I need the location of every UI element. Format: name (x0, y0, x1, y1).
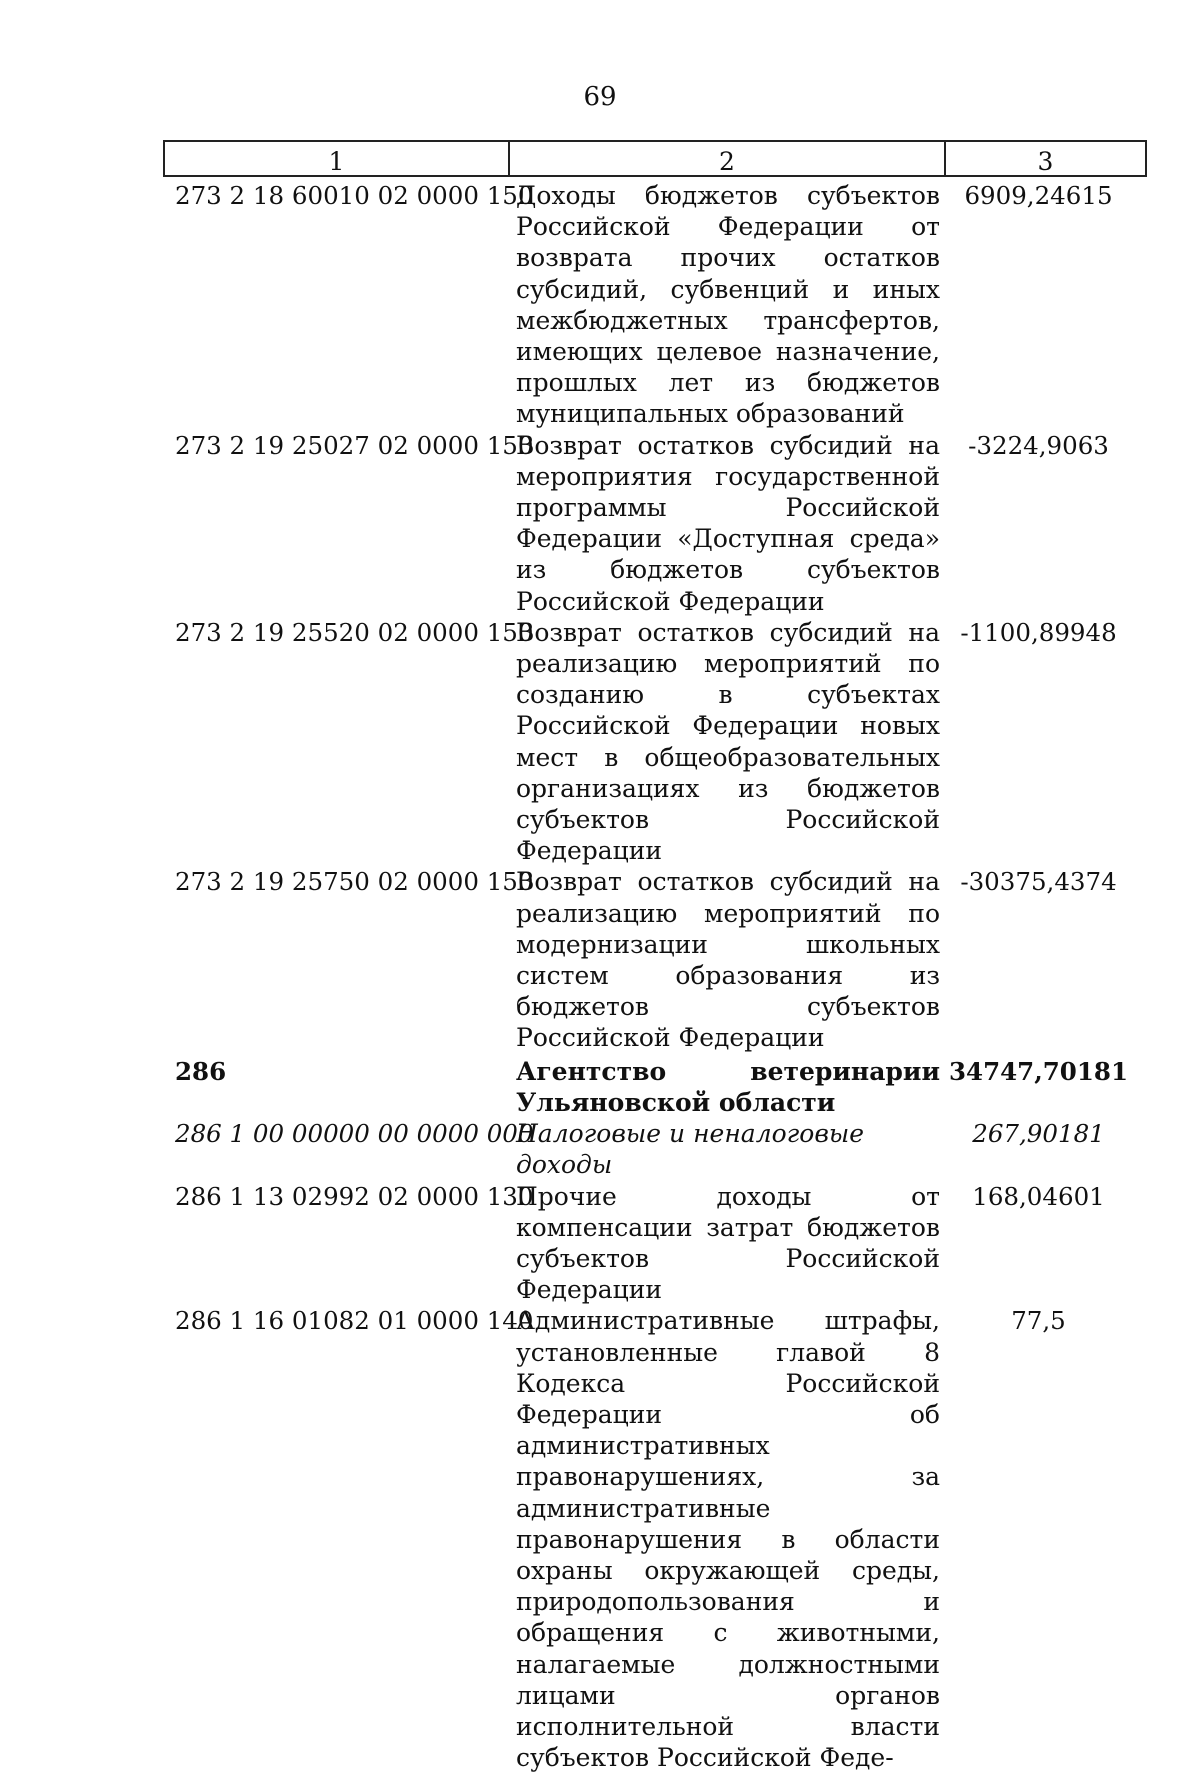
table-row (163, 617, 1147, 867)
column-header-amount: 3 (1037, 147, 1054, 176)
row-name: Возврат остатков субсидий на реализацию мероприятий по созданию в субъектах Российской Федерации новых мест в общеобразовательных организациях из бюджетов субъектов Российской Федерации (516, 617, 940, 866)
row-code: 286 1 00 00000 00 0000 000 (175, 1119, 534, 1149)
table-row (163, 1305, 1147, 1773)
row-name: Прочие доходы от компенсации затрат бюджетов субъектов Российской Федерации (516, 1181, 940, 1305)
row-code: 286 1 16 01082 01 0000 140 (175, 1306, 534, 1336)
row-code: 273 2 19 25750 02 0000 150 (175, 867, 534, 897)
column-header-name: 2 (510, 142, 946, 175)
row-amount: -3224,9063 (968, 430, 1109, 460)
row-amount: 168,04601 (972, 1181, 1105, 1211)
table-row (163, 180, 1147, 430)
row-name: Доходы бюджетов субъектов Российской Федерации от возврата прочих остатков субсидий, субвенций и иных межбюджетных трансфертов, имеющих целевое назначение, прошлых лет из бюджетов муниципальных образований (516, 181, 940, 429)
row-name: Административные штрафы, установленные главой 8 Кодекса Российской Федерации об административных правонарушениях, за административные правонарушения в области охраны окружающей среды, природопользования и обращения с животными, налагаемые должностными лицами органов исполнительной власти субъектов Российской Феде- (516, 1306, 940, 1773)
table-row (163, 430, 1147, 617)
table-row (163, 1181, 1147, 1306)
row-amount: 267,90181 (972, 1119, 1105, 1149)
row-amount: 6909,24615 (964, 181, 1113, 210)
row-code: 273 2 19 25027 02 0000 150 (175, 430, 534, 460)
row-amount: -1100,89948 (960, 617, 1117, 647)
row-name: Возврат остатков субсидий на мероприятия государственной программы Российской Федерации «Доступная среда» из бюджетов субъектов Российской Федерации (516, 430, 940, 616)
table-body (163, 180, 1147, 1773)
table-row-section (163, 1056, 1147, 1118)
table-row-subtotal (163, 1118, 1147, 1180)
row-name: Возврат остатков субсидий на реализацию мероприятий по модернизации школьных систем образования из бюджетов субъектов Российской Федерации (516, 867, 940, 1053)
table-row (163, 866, 1147, 1053)
table-header (163, 140, 1147, 177)
row-code: 286 1 13 02992 02 0000 130 (175, 1181, 534, 1211)
row-amount: -30375,4374 (960, 867, 1117, 897)
row-code: 286 (175, 1056, 227, 1086)
row-code: 273 2 18 60010 02 0000 150 (175, 181, 534, 210)
column-header-code: 1 (165, 142, 510, 175)
row-code: 273 2 19 25520 02 0000 150 (175, 617, 534, 647)
row-name: Налоговые и неналоговые доходы (516, 1119, 865, 1180)
row-amount: 34747,70181 (948, 1056, 1128, 1086)
row-name: Агентство ветеринарии Ульяновской области (516, 1056, 940, 1117)
row-amount: 77,5 (1011, 1306, 1066, 1336)
page-number: 69 (583, 82, 617, 112)
